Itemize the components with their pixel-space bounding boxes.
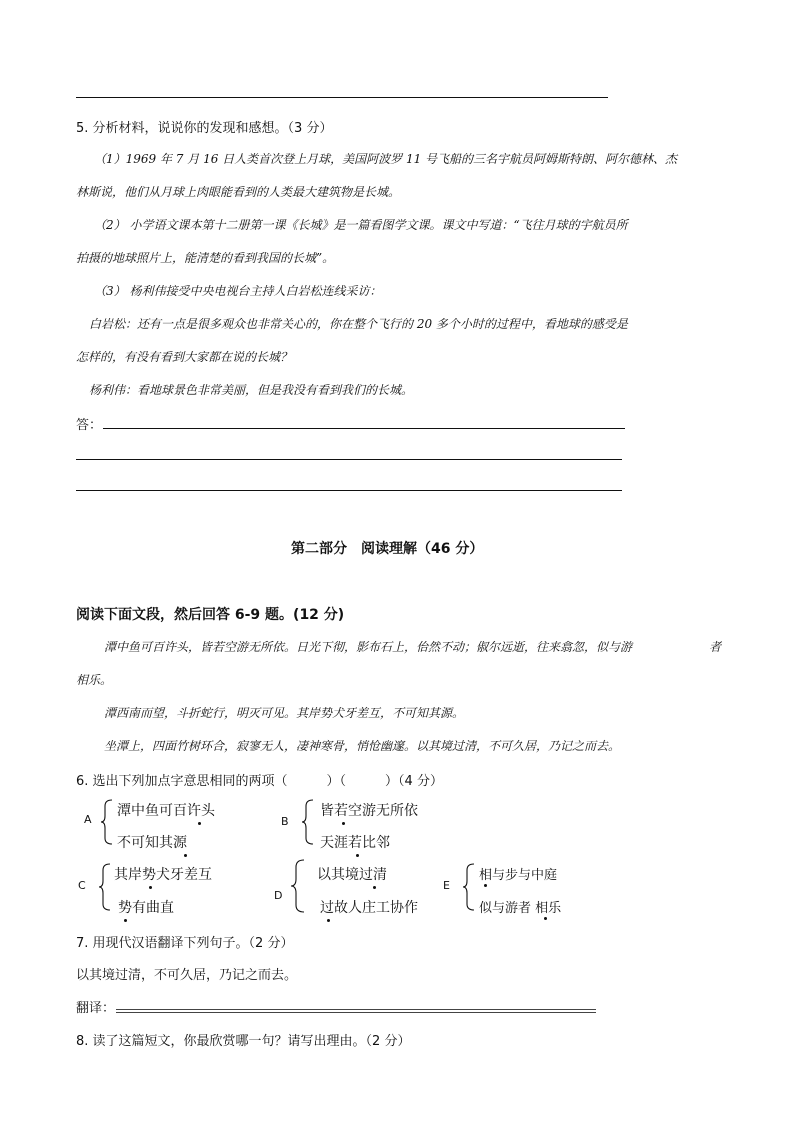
passage-p1-line-1: 潭中鱼可百许头，皆若空游无所依。日光下彻，影布石上，佁然不动；俶尔远逝，往来翕忽，似与游: [104, 640, 633, 654]
option-b-emphasis-dot-2: [356, 854, 359, 857]
option-b-emphasis-dot-1: [342, 822, 345, 825]
passage-p1-line-2: 相乐。: [76, 673, 113, 687]
answer-line-1[interactable]: [103, 428, 625, 429]
option-a-emphasis-dot-1: [198, 822, 201, 825]
option-d-bottom: 过故人庄工协作: [320, 900, 418, 916]
q8-title: 8. 读了这篇短文，你最欣赏哪一句？请写出理由。（2 分）: [76, 1034, 411, 1049]
option-a-bottom: 不可知其源: [117, 835, 187, 851]
option-d-emphasis-dot-1: [373, 886, 376, 889]
answer-line-3[interactable]: [76, 490, 622, 491]
translate-label: 翻译：: [76, 1001, 116, 1016]
option-d-brace: [290, 858, 306, 914]
option-c-emphasis-dot-1: [149, 886, 152, 889]
q5-yang: 杨利伟：看地球景色非常美丽，但是我没有看到我们的长城。: [89, 383, 414, 397]
q5-title: 5. 分析材料，说说你的发现和感想。（3 分）: [76, 121, 333, 136]
q5-material-1-line-2: 林斯说，他们从月球上肉眼能看到的人类最大建筑物是长城。: [76, 185, 401, 199]
answer-label: 答：: [76, 418, 103, 433]
q5-material-2-line-1: （2） 小学语文课本第十二册第一课《长城》是一篇看图学文课。课文中写道：“飞往月球的宇航员所: [94, 218, 628, 232]
option-e-emphasis-dot-1: [484, 884, 487, 887]
passage-p3: 坐潭上，四面竹树环合，寂寥无人，凄神寒骨，悄怆幽邃。以其境过清，不可久居，乃记之而去。: [104, 739, 621, 753]
option-a-top: 潭中鱼可百许头: [117, 803, 215, 819]
option-a-emphasis-dot-2: [184, 854, 187, 857]
option-b-bottom: 天涯若比邻: [320, 835, 390, 851]
passage-p1-wrap-char: 者: [709, 640, 722, 654]
translate-answer-line[interactable]: [116, 1009, 596, 1013]
option-d-emphasis-dot-2: [327, 919, 330, 922]
option-c-top: 其岸势犬牙差互: [114, 867, 212, 883]
reading-instruction: 阅读下面文段，然后回答 6-9 题。(12 分): [76, 607, 345, 623]
option-d-letter: D: [274, 889, 283, 902]
option-b-brace: [301, 798, 315, 846]
option-c-bottom: 势有曲直: [118, 900, 174, 916]
option-c-brace: [98, 862, 112, 912]
option-e-letter: E: [443, 879, 450, 892]
option-c-letter: C: [78, 879, 86, 892]
option-e-brace: [462, 862, 476, 912]
option-b-letter: B: [281, 815, 289, 828]
option-e-emphasis-dot-2: [544, 917, 547, 920]
q5-material-1-line-1: （1）1969 年 7 月 16 日人类首次登上月球，美国阿波罗 11 号飞船的三名宇航员阿姆斯特朗、阿尔德林、杰: [94, 152, 678, 166]
option-b-top: 皆若空游无所依: [320, 803, 418, 819]
answer-line-2[interactable]: [76, 459, 622, 460]
option-d-top: 以其境过清: [317, 867, 387, 883]
option-c-emphasis-dot-2: [124, 919, 127, 922]
q5-bai-line-2: 怎样的，有没有看到大家都在说的长城？: [76, 350, 293, 364]
answer-line-top: [76, 97, 608, 98]
q5-bai-line-1: 白岩松：还有一点是很多观众也非常关心的，你在整个飞行的 20 多个小时的过程中，看地球的感受是: [89, 317, 628, 331]
q6-title: 6. 选出下列加点字意思相同的两项（ ）（ ）（4 分）: [76, 774, 443, 789]
option-a-letter: A: [84, 813, 92, 826]
option-e-bottom: 似与游者 相乐: [479, 901, 562, 916]
passage-p2: 潭西南而望，斗折蛇行，明灭可见。其岸势犬牙差互，不可知其源。: [104, 706, 465, 720]
q5-material-3: （3） 杨利伟接受中央电视台主持人白岩松连线采访：: [94, 284, 382, 298]
option-e-top: 相与步与中庭: [479, 868, 558, 883]
option-a-brace: [100, 798, 114, 846]
q7-sentence: 以其境过清，不可久居，乃记之而去。: [76, 968, 298, 983]
part2-heading: 第二部分 阅读理解（46 分）: [291, 541, 484, 557]
q5-material-2-line-2: 拍摄的地球照片上，能清楚的看到我国的长城”。: [76, 251, 335, 265]
q7-title: 7. 用现代汉语翻译下列句子。（2 分）: [76, 936, 294, 951]
